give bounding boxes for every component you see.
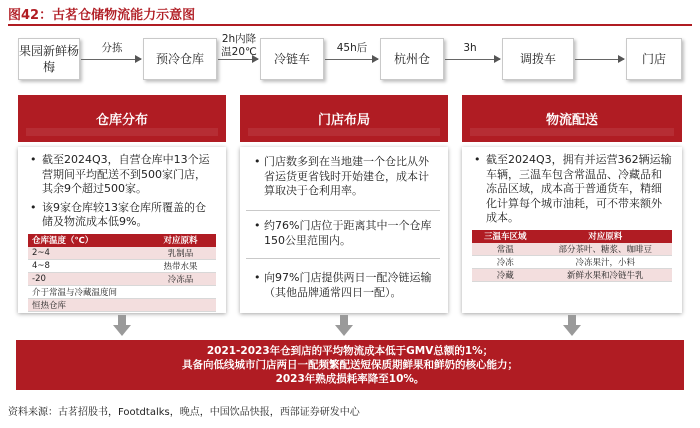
table-row (472, 255, 672, 268)
warehouse-bullet-2: • 该9家仓库较13家仓库所覆盖的仓储及物流成本低9%。 (28, 201, 216, 230)
table-cell: 2~4 (28, 247, 145, 260)
table-cell: 部分茶叶、糖浆、咖啡豆 (538, 243, 672, 256)
figure-title: 图42：古茗仓储物流能力示意图 (8, 8, 196, 23)
flow-label-cooling-text: 2h内降温20℃ (221, 33, 257, 58)
flow-label-45h: 45h后 (336, 42, 368, 54)
flow-node-orchard: 果园新鲜杨梅 (18, 38, 80, 80)
flow-arrow-2 (218, 59, 258, 60)
header-store-layout-label: 门店布局 (317, 113, 370, 128)
card-warehouse-distribution (18, 147, 226, 313)
card-store-layout (240, 147, 448, 313)
store-segment-1 (246, 149, 440, 211)
table-cell: 冷冻果汁，小料 (538, 255, 672, 268)
table-cell: 冷藏 (472, 268, 538, 281)
flow-node-store: 门店 (626, 38, 682, 80)
down-arrow-icon (335, 315, 353, 337)
table-row (28, 247, 216, 260)
flow-node-cold-truck: 冷链车 (260, 38, 324, 80)
warehouse-bullet-1: • 截至2024Q3，自营仓库中13个运营期间平均配送不到500家门店，其余9个超过500家。 (28, 153, 216, 197)
table-cell: 热带水果 (145, 259, 216, 272)
title-rule (8, 24, 692, 26)
table-cell: 常温 (472, 243, 538, 256)
table-cell: 4~8 (28, 259, 145, 272)
table-cell: 冷冻 (472, 255, 538, 268)
store-segment-2 (246, 211, 440, 259)
flow-node-precooling: 预冷仓库 (143, 38, 217, 80)
logistics-bullets (472, 153, 672, 226)
table-cell: -20 (28, 272, 145, 285)
bullet-dot: • (254, 155, 261, 168)
table-row (28, 285, 216, 298)
summary-line-3: 2023年熟成损耗率降至10%。 (275, 373, 425, 385)
warehouse-table-col-material: 对应原料 (145, 234, 216, 247)
logistics-bullet-1: • 截至2024Q3，拥有并运营362辆运输车辆，三温车包含常温品、冷藏品和冻品区域，成本高于普通货车，精细化计算每个城市油耗，可不带来额外成本。 (472, 153, 672, 226)
table-cell: 乳制品 (145, 247, 216, 260)
flow-arrow-4 (445, 59, 500, 60)
bullet-dot: • (254, 219, 261, 232)
header-logistics-delivery-label: 物流配送 (545, 113, 598, 128)
truck-zone-table (472, 230, 672, 282)
flow-arrow-5 (575, 59, 624, 60)
source-note: 资料来源：古茗招股书，Footdtalks，晚点，中国饮品快报，西部证券研发中心 (8, 407, 360, 418)
table-cell: 新鲜水果和冷链牛乳 (538, 268, 672, 281)
warehouse-temp-table (28, 234, 216, 312)
store-segment-3 (246, 259, 440, 309)
flow-label-3h: 3h (463, 42, 477, 54)
table-row (28, 298, 216, 311)
header-store-layout (240, 95, 448, 142)
flow-arrow-1 (81, 59, 141, 60)
table-cell: 恒热仓库 (28, 298, 216, 311)
table-row (472, 243, 672, 256)
summary-line-1: 2021-2023年仓到店的平均物流成本低于GMV总额的1%； (206, 345, 494, 357)
down-arrow-icon (563, 315, 581, 337)
down-arrow-icon (113, 315, 131, 337)
store-segment-2-text: 约76%门店位于距离其中一个仓库150公里范围内。 (264, 219, 432, 247)
warehouse-bullets (28, 153, 216, 230)
table-row (28, 272, 216, 285)
flow-label-sorting: 分拣 (101, 42, 123, 54)
table-row (28, 259, 216, 272)
flow-node-transfer-truck: 调拨车 (502, 38, 574, 80)
store-segment-1-text: 门店数多到在当地建一个仓比从外省运货更省钱时开始建仓，成本计算取决于仓利用率。 (264, 155, 429, 197)
truck-table-col-zone: 三温车区域 (472, 230, 538, 243)
warehouse-table-col-temp: 仓库温度（℃） (28, 234, 145, 247)
card-logistics-delivery (462, 147, 682, 313)
truck-table-col-material: 对应原料 (538, 230, 672, 243)
flow-arrow-3 (325, 59, 378, 60)
header-warehouse-distribution-label: 仓库分布 (95, 113, 148, 128)
table-row (472, 268, 672, 281)
bullet-dot: • (254, 271, 261, 284)
store-segment-3-text: 向97%门店提供两日一配冷链运输（其他品牌通常四日一配）。 (264, 271, 432, 299)
table-cell: 冷冻品 (145, 272, 216, 285)
table-cell: 介于常温与冷藏温度间 (28, 285, 216, 298)
flow-node-hangzhou-warehouse: 杭州仓 (380, 38, 444, 80)
header-logistics-delivery (462, 95, 682, 142)
summary-line-2: 具备向低线城市门店两日一配频繁配送短保质期鲜果和鲜奶的核心能力； (182, 359, 518, 371)
summary-banner (16, 340, 684, 390)
header-warehouse-distribution (18, 95, 226, 142)
